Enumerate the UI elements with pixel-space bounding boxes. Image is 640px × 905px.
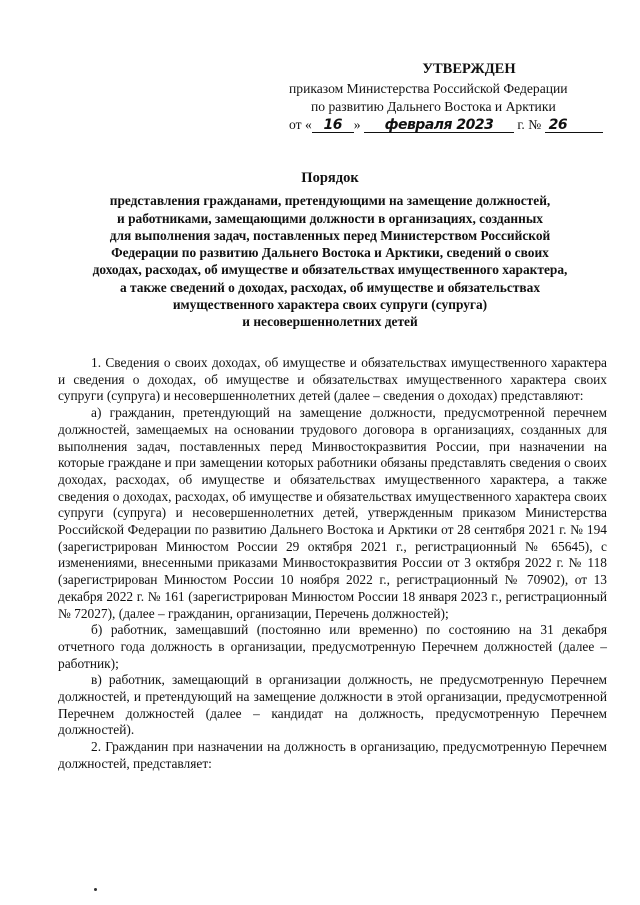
title-line: Федерации по развитию Дальнего Востока и Арктики, сведений о своих [111,245,549,261]
date-suffix: г. № [517,117,542,132]
paragraph-1c: в) работник, замещающий в организации должность, не предусмотренную Перечнем должностей, и претендующий на замещение должности в этой организации, предусмотренной Перечнем должностей (далее – кандидат на должность, предусмотренную Перечнем должностей). [58,672,607,738]
title-line: представления гражданами, претендующими на замещение должностей, [109,193,551,209]
approval-line-1: приказом Министерства Российской Федерации [289,81,568,96]
paragraph-1b: б) работник, замещавший (постоянно или временно) по состоянию на 31 декабря отчетного года должность в организации, предусмотренную Перечнем должностей (далее – работник); [58,622,607,671]
paragraph-1a: а) гражданин, претендующий на замещение должности, предусмотренной перечнем должностей, замещаемых на основании трудового договора в организациях, созданных для выполнения задач, поставленных перед Минвостокразвития России, при назначении на которые граждане и при замещении которых работники обязаны представлять сведения о своих доходах, расходах, об имуществе и обязательствах имущественного характера, а также сведения о доходах, расходах, об имуществе и обязательствах имущественного характера своих супруги (супруга) и несовершеннолетних детей, утвержденным приказом Министерства Российской Федерации по развитию Дальнего Востока и Арктики от 28 сентября 2021 г. № 194 (зарегистрирован Минюстом России 29 октября 2021 г., регистрационный № 65645), с изменениями, внесенными приказами Минвостокразвития России от 3 октября 2022 г. № 118 (зарегистрирован Минюстом России 10 ноября 2022 г., регистрационный № 70902), от 13 декабря 2022 г. № 161 (зарегистрирован Минюстом России 18 января 2023 г., регистрационный № 72027), (далее – гражданин, организации, Перечень должностей); [58,405,607,621]
date-day: 16 [312,118,354,133]
paragraph-1: 1. Сведения о своих доходах, об имуществе и обязательствах имущественного характера и сведения о доходах, об имуществе и обязательствах имущественного характера своих супруги (супруга) и несовершеннолетних детей (далее – сведения о доходах) представляют: [58,355,607,404]
document-title-block [40,170,620,331]
order-number: 26 [545,118,603,133]
approval-block [289,60,609,134]
document-heading: Порядок [301,170,359,186]
title-line: для выполнения задач, поставленных перед Министерством Российской [109,227,551,243]
title-line: доходах, расходах, об имуществе и обязательствах имущественного характера, [92,262,568,278]
title-line: имущественного характера своих супруги (супруга) [172,297,488,313]
date-month-year: февраля 2023 [364,118,514,133]
title-line: и работниками, замещающими должности в организациях, созданных [117,210,543,226]
title-line: а также сведений о доходах, расходах, об имуществе и обязательствах [119,279,541,295]
title-line: и несовершеннолетних детей [242,314,418,330]
paragraph-2: 2. Гражданин при назначении на должность в организацию, предусмотренную Перечнем должностей, представляет: [58,739,607,771]
approval-date-line [289,116,609,134]
approval-line-2: по развитию Дальнего Востока и Арктики [311,99,556,114]
date-mid: » [353,117,361,132]
approval-title: УТВЕРЖДЕН [422,61,516,77]
document-body [58,355,607,773]
scan-speck [94,888,97,891]
date-prefix: от « [289,117,312,132]
